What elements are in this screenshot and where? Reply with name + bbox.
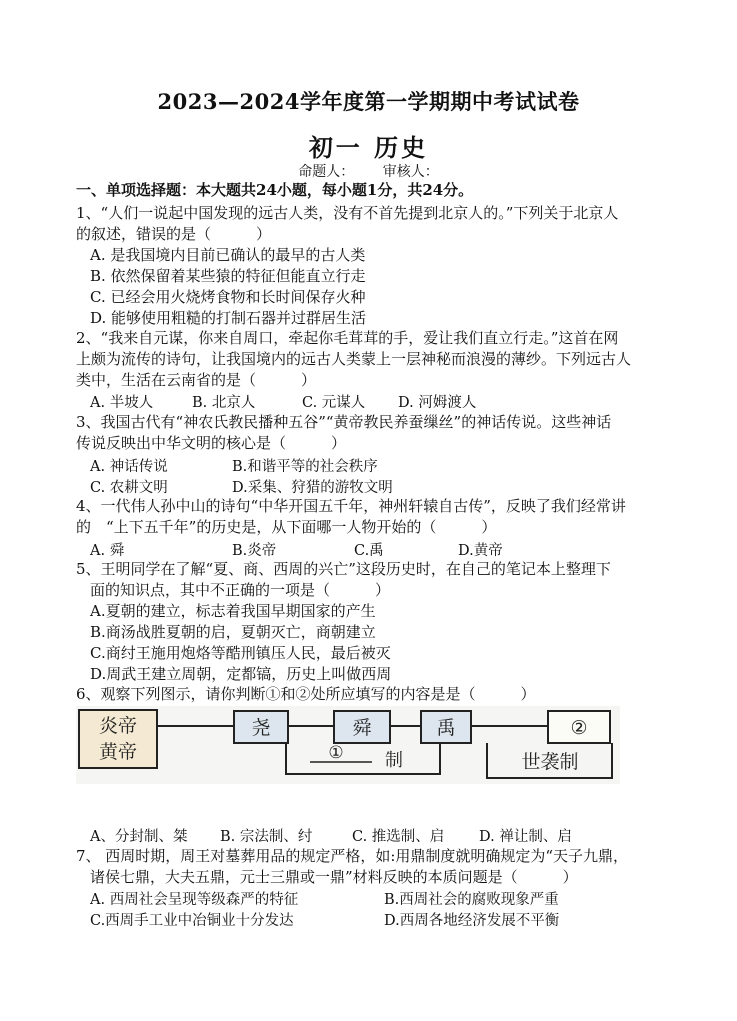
q2-stem-line3: 类中，生活在云南省的是（ ） bbox=[76, 371, 317, 389]
q2-option-b: B. 北京人 bbox=[192, 395, 256, 411]
q6-option-c: C. 推选制、启 bbox=[352, 829, 445, 845]
q1-option-c: C. 已经会用火烧烤食物和长时间保存火种 bbox=[90, 288, 366, 306]
q4-stem-line2: 的 “上下五千年”的历史是，从下面哪一人物开始的（ ） bbox=[76, 518, 497, 536]
diagram-box3-label: 舜 bbox=[352, 717, 372, 739]
q3-option-d: D.采集、狩猎的游牧文明 bbox=[232, 480, 393, 496]
q1-stem-line1: 1、“人们一说起中国发现的远古人类，没有不首先提到北京人的。”下列关于北京人 bbox=[76, 204, 619, 222]
q6-option-a: A、分封制、桀 bbox=[90, 829, 188, 845]
diagram-box4-label: 禹 bbox=[436, 717, 456, 739]
q1-option-a: A. 是我国境内目前已确认的最早的古人类 bbox=[90, 246, 366, 264]
diagram-label-zhi: 制 bbox=[385, 750, 403, 771]
q5-option-d: D.周武王建立周朝，定都镐，历史上叫做西周 bbox=[90, 665, 392, 683]
q6-option-d: D. 禅让制、启 bbox=[479, 829, 572, 845]
q7-option-a: A. 西周社会呈现等级森严的特征 bbox=[90, 892, 299, 908]
diagram-box2-label: 尧 bbox=[251, 717, 271, 739]
q4-option-d: D.黄帝 bbox=[458, 543, 503, 559]
q2-stem-line2: 上颇为流传的诗句，让我国境内的远古人类蒙上一层神秘而浪漫的薄纱。下列远古人 bbox=[76, 350, 632, 368]
q5-stem-line2: 面的知识点，其中不正确的一项是（ ） bbox=[90, 581, 391, 599]
q5-stem-line1: 5、王明同学在了解“夏、商、西周的兴亡”这段历史时，在自己的笔记本上整理下 bbox=[76, 560, 611, 578]
q4-option-a: A. 舜 bbox=[90, 543, 125, 559]
diagram-box1-line2: 黄帝 bbox=[98, 741, 138, 763]
exam-title: 2023—2024学年度第一学期期中考试试卷 bbox=[157, 89, 580, 114]
q6-stem: 6、观察下列图示，请你判断①和②处所应填写的内容是是（ ） bbox=[76, 685, 536, 703]
q2-option-c: C. 元谋人 bbox=[302, 395, 366, 411]
q7-option-d: D.西周各地经济发展不平衡 bbox=[384, 913, 560, 929]
q3-option-b: B.和谐平等的社会秩序 bbox=[232, 459, 378, 475]
q3-stem-line1: 3、我国古代有“神农氏教民播种五谷”“黄帝教民养蚕缫丝”的神话传说。这些神话 bbox=[76, 413, 612, 431]
succession-diagram bbox=[76, 706, 620, 784]
q5-option-c: C.商纣王施用炮烙等酷刑镇压人民，最后被灭 bbox=[90, 644, 391, 662]
diagram-blank1: ① bbox=[328, 743, 344, 763]
q1-stem-line2: 的叙述，错误的是（ ） bbox=[76, 225, 272, 243]
q7-option-c: C.西周手工业中冶铜业十分发达 bbox=[90, 913, 294, 929]
diagram-label-shixi: 世袭制 bbox=[521, 751, 579, 773]
q7-option-b: B.西周社会的腐败现象严重 bbox=[384, 892, 559, 908]
q2-stem-line1: 2、“我来自元谋，你来自周口，牵起你毛茸茸的手，爱让我们直立行走。”这首在网 bbox=[76, 329, 619, 347]
q4-option-c: C.禹 bbox=[354, 543, 384, 559]
q6-option-b: B. 宗法制、纣 bbox=[220, 829, 313, 845]
diagram-box1-line1: 炎帝 bbox=[98, 715, 138, 737]
q1-option-b: B. 依然保留着某些猿的特征但能直立行走 bbox=[90, 267, 366, 285]
q7-stem-line1: 7、 西周时期，周王对墓葬用品的规定严格，如:用鼎制度就明确规定为“天子九鼎， bbox=[76, 847, 629, 865]
q3-stem-line2: 传说反映出中华文明的核心是（ ） bbox=[76, 434, 347, 452]
q1-option-d: D. 能够使用粗糙的打制石器并过群居生活 bbox=[90, 309, 367, 327]
section-heading: 一、单项选择题：本大题共24小题，每小题1分，共24分。 bbox=[76, 181, 474, 199]
q5-option-b: B.商汤战胜夏朝的启，夏朝灭亡，商朝建立 bbox=[90, 623, 376, 641]
q4-stem-line1: 4、一代伟人孙中山的诗句“中华开国五千年，神州轩辕自古传”，反映了我们经常讲 bbox=[76, 497, 626, 515]
author-label: 命题人： bbox=[298, 164, 355, 180]
q4-option-b: B.炎帝 bbox=[232, 543, 277, 559]
diagram-box5-label: ② bbox=[570, 717, 588, 739]
q3-option-a: A. 神话传说 bbox=[90, 459, 168, 475]
q2-option-d: D. 河姆渡人 bbox=[398, 395, 477, 411]
q2-option-a: A. 半坡人 bbox=[90, 395, 154, 411]
q5-option-a: A.夏朝的建立，标志着我国早期国家的产生 bbox=[90, 602, 376, 620]
exam-subtitle: 初一 历史 bbox=[308, 133, 429, 162]
q7-stem-line2: 诸侯七鼎，大夫五鼎，元士三鼎或一鼎”材料反映的本质问题是（ ） bbox=[90, 868, 578, 886]
q3-option-c: C. 农耕文明 bbox=[90, 480, 168, 496]
reviewer-label: 审核人： bbox=[382, 164, 439, 180]
authors-line bbox=[0, 161, 737, 181]
